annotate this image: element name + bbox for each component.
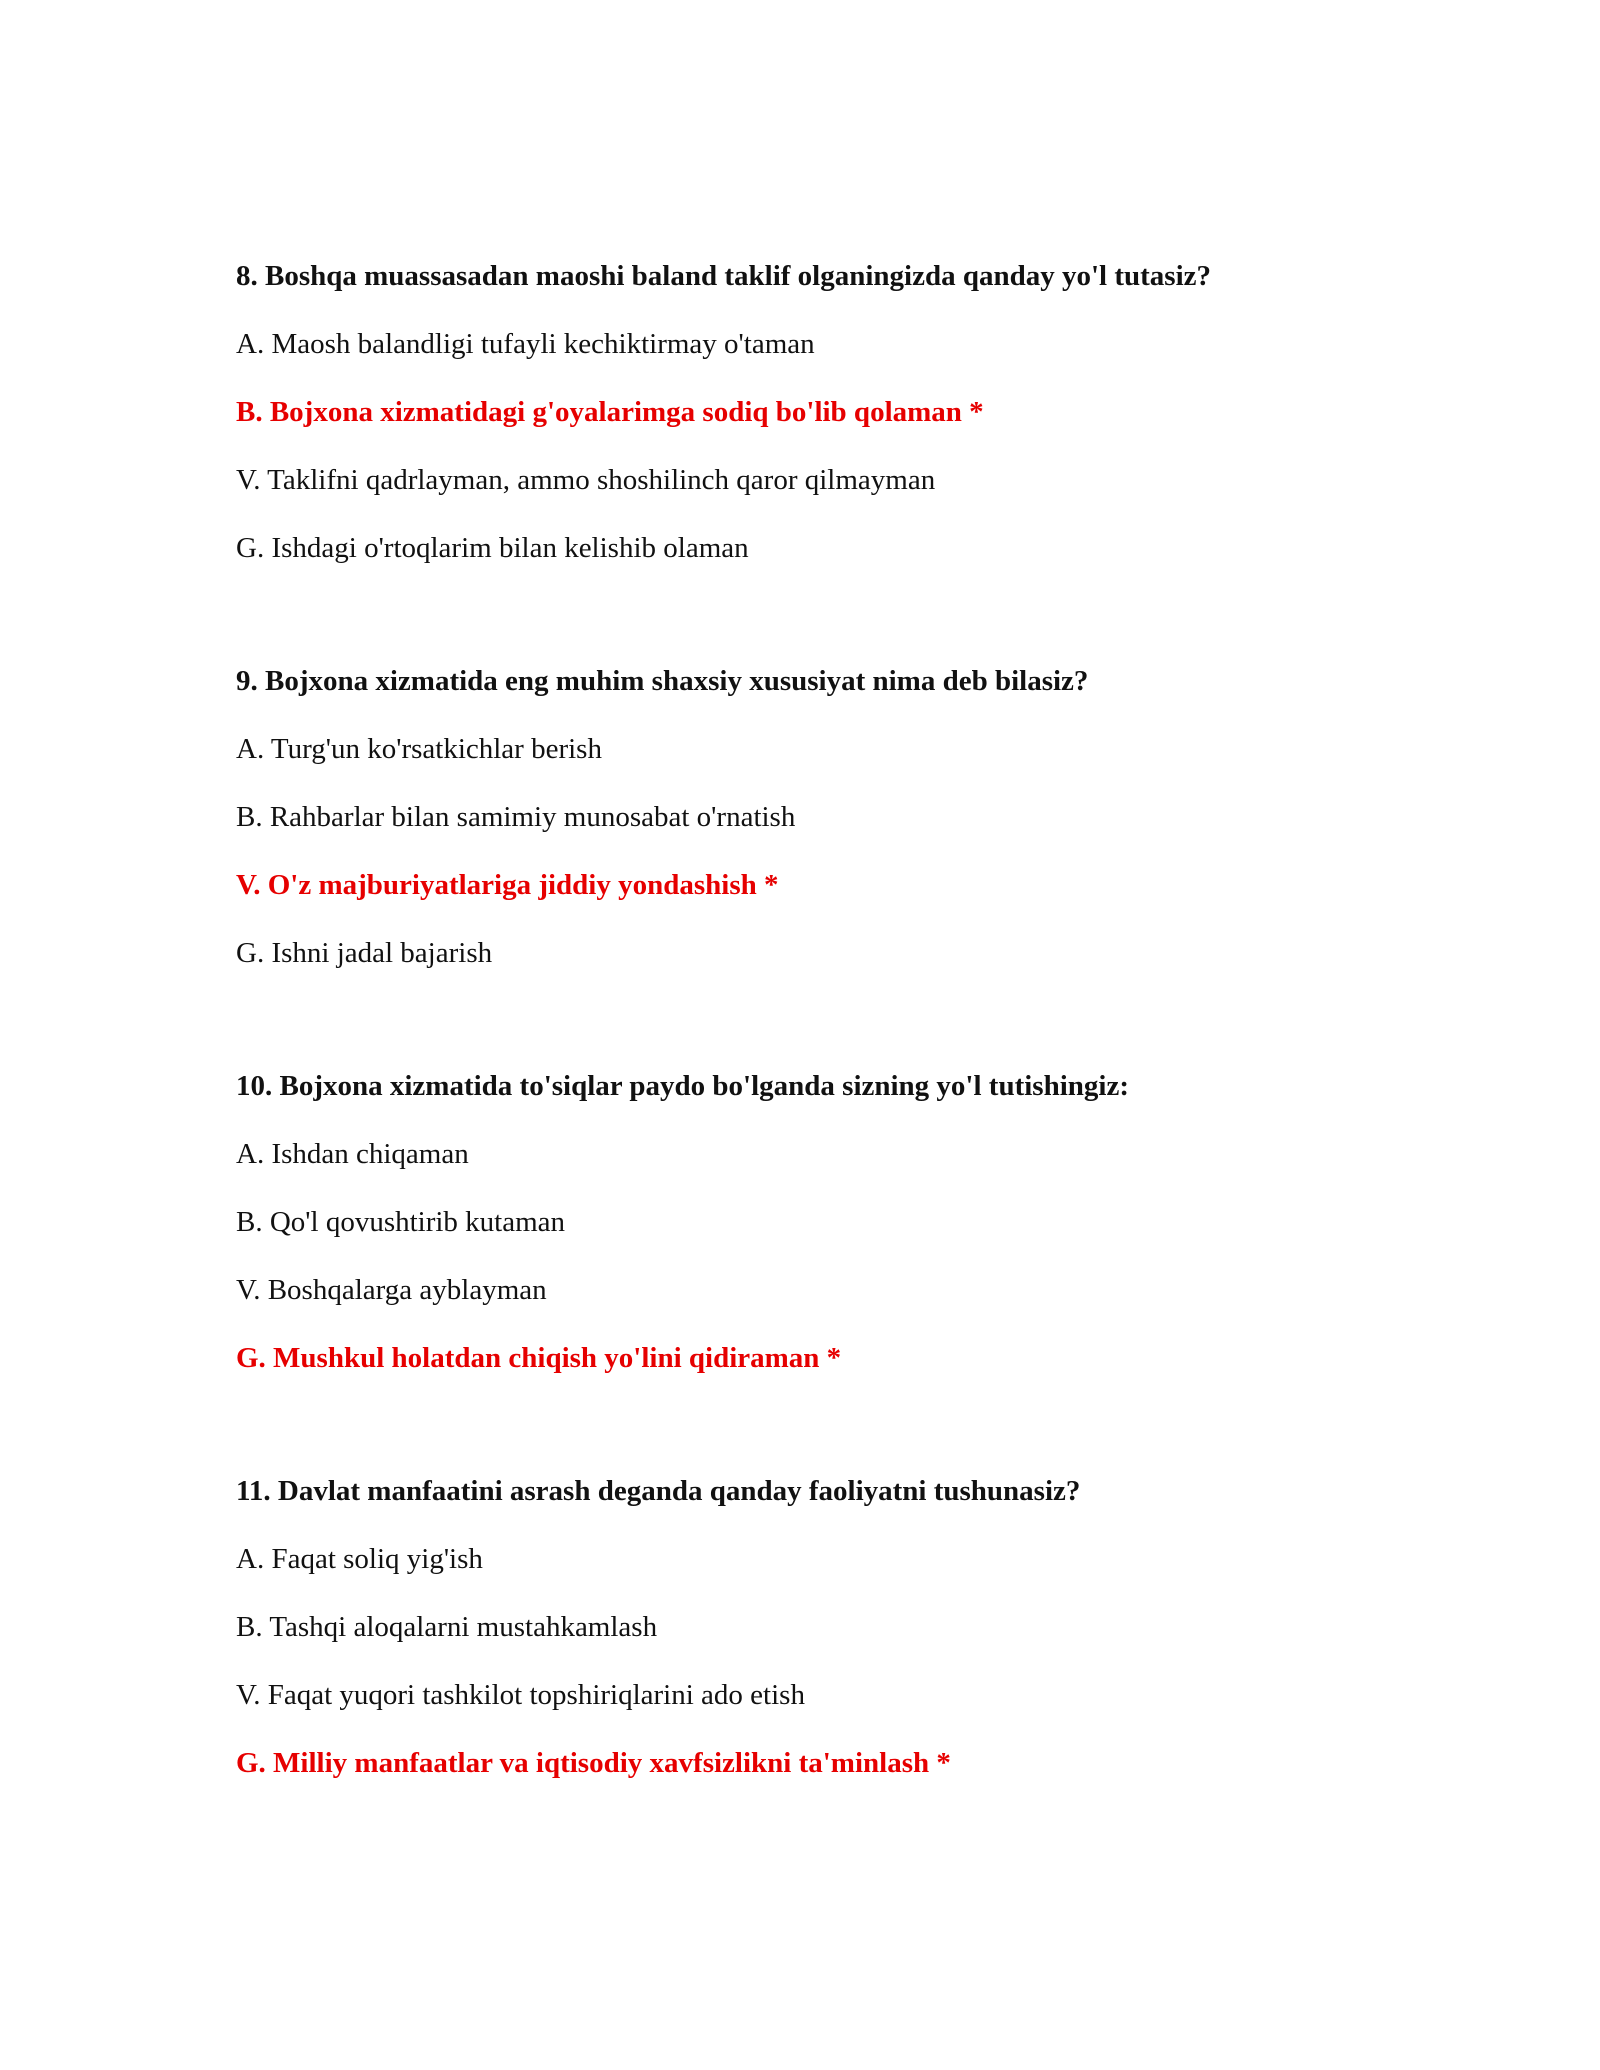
answer-option-b-correct: B. Bojxona xizmatidagi g'oyalarimga sodiq bo'lib qolaman * [236, 396, 984, 428]
answer-option-a: A. Faqat soliq yig'ish [236, 1543, 483, 1575]
question-block-11 [236, 1471, 1436, 1811]
answer-option-a: A. Ishdan chiqaman [236, 1138, 469, 1170]
answer-option-a: A. Maosh balandligi tufayli kechiktirmay o'taman [236, 328, 815, 360]
question-block-10 [236, 1066, 1436, 1406]
question-title: 9. Bojxona xizmatida eng muhim shaxsiy xususiyat nima deb bilasiz? [236, 665, 1089, 697]
answer-option-v: V. Boshqalarga ayblayman [236, 1274, 547, 1306]
answer-option-g: G. Ishdagi o'rtoqlarim bilan kelishib olaman [236, 532, 749, 564]
answer-option-g-correct: G. Milliy manfaatlar va iqtisodiy xavfsizlikni ta'minlash * [236, 1747, 951, 1779]
question-title: 8. Boshqa muassasadan maoshi baland taklif olganingizda qanday yo'l tutasiz? [236, 260, 1211, 292]
question-title: 11. Davlat manfaatini asrash deganda qanday faoliyatni tushunasiz? [236, 1475, 1081, 1507]
answer-option-g-correct: G. Mushkul holatdan chiqish yo'lini qidiraman * [236, 1342, 842, 1374]
answer-option-g: G. Ishni jadal bajarish [236, 937, 493, 969]
answer-option-v: V. Taklifni qadrlayman, ammo shoshilinch qaror qilmayman [236, 464, 936, 496]
question-block-9 [236, 661, 1436, 1001]
answer-option-v: V. Faqat yuqori tashkilot topshiriqlarini ado etish [236, 1679, 805, 1711]
answer-option-b: B. Rahbarlar bilan samimiy munosabat o'rnatish [236, 801, 796, 833]
answer-option-b: B. Qo'l qovushtirib kutaman [236, 1206, 566, 1238]
answer-option-a: A. Turg'un ko'rsatkichlar berish [236, 733, 602, 765]
question-block-8 [236, 256, 1436, 596]
question-title: 10. Bojxona xizmatida to'siqlar paydo bo'lganda sizning yo'l tutishingiz: [236, 1070, 1129, 1102]
answer-option-v-correct: V. O'z majburiyatlariga jiddiy yondashish * [236, 869, 779, 901]
answer-option-b: B. Tashqi aloqalarni mustahkamlash [236, 1611, 658, 1643]
